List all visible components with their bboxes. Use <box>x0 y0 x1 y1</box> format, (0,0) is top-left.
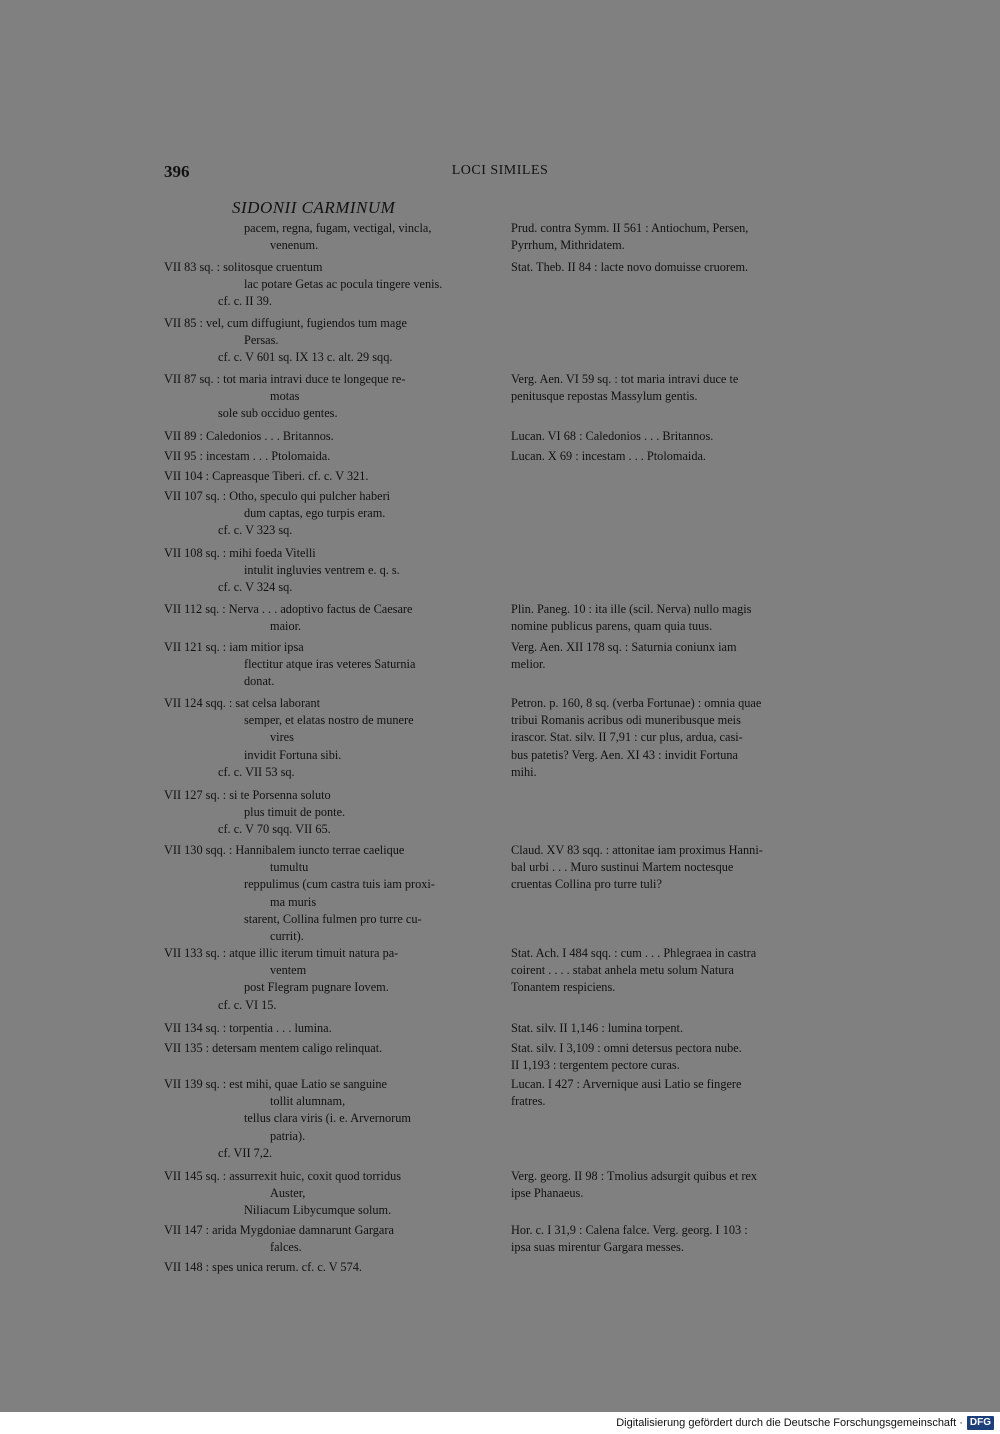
entry-line: ma muris <box>270 894 317 909</box>
right-entry <box>511 842 838 894</box>
left-entry <box>164 601 492 635</box>
right-entry <box>511 428 838 445</box>
parallel-line: Pyrrhum, Mithridatem. <box>511 238 625 253</box>
left-entry <box>164 1222 492 1256</box>
left-entry <box>164 428 492 445</box>
entry-line: VII 121 sq. : iam mitior ipsa <box>164 640 304 654</box>
parallel-line: Plin. Paneg. 10 : ita ille (scil. Nerva) nullo magis <box>511 602 752 616</box>
parallel-line: Stat. silv. II 1,146 : lumina torpent. <box>511 1021 684 1035</box>
entry-line: tumultu <box>270 860 309 875</box>
right-entry <box>511 1076 838 1110</box>
entry-line: VII 89 : Caledonios . . . Britannos. <box>164 429 334 443</box>
right-entry <box>511 601 838 635</box>
parallel-line: coirent . . . . stabat anhela metu solum Natura <box>511 963 734 978</box>
parallel-line: Lucan. I 427 : Arvernique ausi Latio se fingere <box>511 1077 742 1091</box>
entry-line: VII 83 sq. : solitosque cruentum <box>164 260 323 274</box>
entry-line: tellus clara viris (i. e. Arvernorum <box>244 1111 411 1126</box>
parallel-line: Stat. Ach. I 484 sqq. : cum . . . Phlegraea in castra <box>511 946 757 960</box>
entry-line: cf. c. II 39. <box>218 294 272 309</box>
left-entry <box>164 945 492 1014</box>
entry-line: starent, Collina fulmen pro turre cu- <box>244 911 422 926</box>
running-head: LOCI SIMILES <box>451 163 549 178</box>
right-entry <box>511 259 838 276</box>
left-entry <box>164 259 492 311</box>
parallel-line: Hor. c. I 31,9 : Calena falce. Verg. georg. I 103 : <box>511 1223 748 1237</box>
parallel-line: II 1,193 : tergentem pectore curas. <box>511 1058 680 1073</box>
entry-line: Persas. <box>244 333 279 348</box>
parallel-line: Tonantem respiciens. <box>511 980 616 995</box>
left-entry <box>164 1040 492 1057</box>
parallel-line: Stat. silv. I 3,109 : omni detersus pectora nube. <box>511 1041 742 1055</box>
entry-line: currit). <box>270 929 304 944</box>
parallel-line: Stat. Theb. II 84 : lacte novo domuisse cruorem. <box>511 260 749 274</box>
section-title: SIDONII CARMINUM <box>232 198 396 217</box>
entry-line: cf. c. V 324 sq. <box>218 580 293 595</box>
entry-line: VII 124 sqq. : sat celsa laborant <box>164 696 321 710</box>
entry-line: VII 145 sq. : assurrexit huic, coxit quod torridus <box>164 1169 402 1183</box>
parallel-line: Petron. p. 160, 8 sq. (verba Fortunae) : omnia quae <box>511 696 762 710</box>
entry-line: donat. <box>244 674 275 689</box>
entry-line: VII 148 : spes unica rerum. cf. c. V 574. <box>164 1260 362 1274</box>
parallel-line: Claud. XV 83 sqq. : attonitae iam proximus Hanni- <box>511 843 763 857</box>
footer-banner <box>0 1412 1000 1434</box>
parallel-line: nomine publicus parens, quam quia tuus. <box>511 619 713 634</box>
left-entry <box>164 1259 492 1276</box>
right-entry <box>511 639 838 673</box>
entry-line: VII 147 : arida Mygdoniae damnarunt Gargara <box>164 1223 394 1237</box>
left-entry <box>164 488 492 540</box>
entry-line: semper, et elatas nostro de munere <box>244 713 414 728</box>
parallel-line: Prud. contra Symm. II 561 : Antiochum, Persen, <box>511 221 749 235</box>
entry-line: motas <box>270 389 300 404</box>
entry-line: VII 133 sq. : atque illic iterum timuit natura pa- <box>164 946 399 960</box>
page-number: 396 <box>164 162 190 181</box>
entry-line: VII 139 sq. : est mihi, quae Latio se sanguine <box>164 1077 388 1091</box>
parallel-line: cruentas Collina pro turre tuli? <box>511 877 662 892</box>
entry-line: dum captas, ego turpis eram. <box>244 506 386 521</box>
entry-line: VII 87 sq. : tot maria intravi duce te longeque re- <box>164 372 406 386</box>
entry-line: VII 134 sq. : torpentia . . . lumina. <box>164 1021 332 1035</box>
right-entry <box>511 1222 838 1256</box>
entry-line: VII 108 sq. : mihi foeda Vitelli <box>164 546 316 560</box>
right-entry <box>511 220 838 254</box>
left-entry <box>164 468 492 485</box>
left-entry <box>164 787 492 839</box>
parallel-line: ipsa suas mirentur Gargara messes. <box>511 1240 684 1255</box>
entry-line: ventem <box>270 963 307 978</box>
right-entry <box>511 1020 838 1037</box>
left-entry <box>164 371 492 423</box>
left-entry <box>164 842 492 945</box>
left-entry <box>164 1020 492 1037</box>
parallel-line: Lucan. X 69 : incestam . . . Ptolomaida. <box>511 449 707 463</box>
right-entry <box>511 1168 838 1202</box>
parallel-line: penitusque repostas Massylum gentis. <box>511 389 698 404</box>
parallel-line: ipse Phanaeus. <box>511 1186 584 1201</box>
left-entry <box>164 1076 492 1162</box>
entry-line: vires <box>270 730 294 745</box>
entry-line: cf. c. V 323 sq. <box>218 523 293 538</box>
entry-line: cf. c. V 601 sq. IX 13 c. alt. 29 sqq. <box>218 350 393 365</box>
dfg-logo: DFG <box>967 1416 994 1430</box>
parallel-line: fratres. <box>511 1094 546 1109</box>
entry-line: VII 130 sqq. : Hannibalem iuncto terrae caelique <box>164 843 405 857</box>
entry-line: sole sub occiduo gentes. <box>218 406 338 421</box>
entry-line: cf. c. V 70 sqq. VII 65. <box>218 822 331 837</box>
parallel-line: irascor. Stat. silv. II 7,91 : cur plus, ardua, casi- <box>511 730 743 745</box>
entry-line: falces. <box>270 1240 302 1255</box>
entry-line: VII 135 : detersam mentem caligo relinquat. <box>164 1041 383 1055</box>
entry-line: cf. c. VII 53 sq. <box>218 764 295 779</box>
parallel-line: Verg. georg. II 98 : Tmolius adsurgit quibus et rex <box>511 1169 758 1183</box>
entry-line: invidit Fortuna sibi. <box>244 747 342 762</box>
entry-line: tollit alumnam, <box>270 1094 346 1109</box>
parallel-line: melior. <box>511 657 546 672</box>
entry-line: Niliacum Libycumque solum. <box>244 1203 392 1218</box>
entry-line: flectitur atque iras veteres Saturnia <box>244 657 416 672</box>
entry-line: intulit ingluvies ventrem e. q. s. <box>244 563 400 578</box>
entry-line: VII 104 : Capreasque Tiberi. cf. c. V 321. <box>164 469 369 483</box>
entry-line: VII 127 sq. : si te Porsenna soluto <box>164 788 331 802</box>
parallel-line: tribui Romanis acribus odi muneribusque meis <box>511 713 741 728</box>
right-entry <box>511 695 838 781</box>
parallel-line: Verg. Aen. XII 178 sq. : Saturnia coniunx iam <box>511 640 737 654</box>
parallel-line: Verg. Aen. VI 59 sq. : tot maria intravi duce te <box>511 372 739 386</box>
footer-text: Digitalisierung gefördert durch die Deutsche Forschungsgemeinschaft · <box>616 1417 963 1429</box>
entry-line: cf. VII 7,2. <box>218 1145 273 1160</box>
left-entry <box>164 545 492 597</box>
entry-line: venenum. <box>270 238 319 253</box>
entry-line: VII 85 : vel, cum diffugiunt, fugiendos tum mage <box>164 316 407 330</box>
entry-line: patria). <box>270 1128 306 1143</box>
entry-line: VII 112 sq. : Nerva . . . adoptivo factus de Caesare <box>164 602 413 616</box>
entry-line: pacem, regna, fugam, vectigal, vincla, <box>244 221 432 235</box>
parallel-line: mihi. <box>511 764 537 779</box>
left-entry <box>164 695 492 781</box>
entry-line: reppulimus (cum castra tuis iam proxi- <box>244 877 435 892</box>
right-entry <box>511 1040 838 1074</box>
parallel-line: bus patetis? Verg. Aen. XI 43 : invidit Fortuna <box>511 747 739 762</box>
right-entry <box>511 448 838 465</box>
right-entry <box>511 945 838 997</box>
parallel-line: Lucan. VI 68 : Caledonios . . . Britannos. <box>511 429 714 443</box>
left-entry <box>164 220 492 254</box>
left-entry <box>164 448 492 465</box>
entry-line: post Flegram pugnare Iovem. <box>244 980 389 995</box>
entry-line: maior. <box>270 619 302 634</box>
entry-line: lac potare Getas ac pocula tingere venis. <box>244 277 443 292</box>
entry-line: cf. c. VI 15. <box>218 997 277 1012</box>
entry-line: VII 95 : incestam . . . Ptolomaida. <box>164 449 331 463</box>
entry-line: VII 107 sq. : Otho, speculo qui pulcher haberi <box>164 489 391 503</box>
left-entry <box>164 315 492 367</box>
left-entry <box>164 1168 492 1220</box>
parallel-line: bal urbi . . . Muro sustinui Martem noctesque <box>511 860 734 875</box>
entry-line: plus timuit de ponte. <box>244 805 346 820</box>
right-entry <box>511 371 838 405</box>
left-entry <box>164 639 492 691</box>
entry-line: Auster, <box>270 1186 306 1201</box>
